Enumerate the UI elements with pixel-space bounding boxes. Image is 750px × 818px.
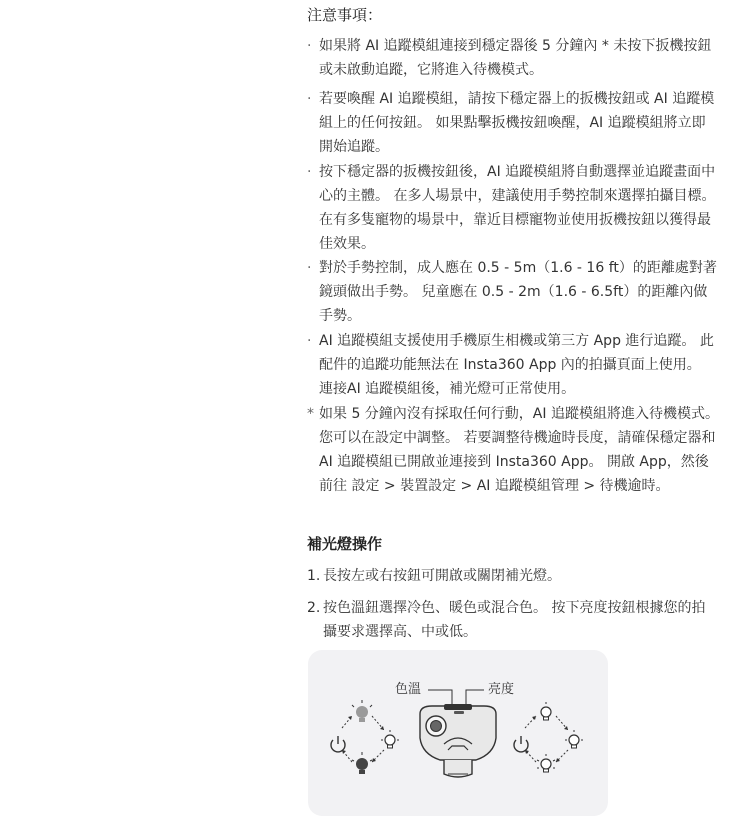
outline-bulb-icon bbox=[537, 754, 555, 772]
color-temperature-cycle bbox=[331, 700, 399, 774]
outline-bulb-icon bbox=[565, 730, 583, 748]
power-icon bbox=[514, 736, 528, 752]
note-text: 如果將 AI 追蹤模組連接到穩定器後 5 分鐘內 * 未按下扳機按鈕或未啟動追蹤，它將進入待機模式。 bbox=[319, 38, 712, 78]
bullet-marker: · bbox=[307, 333, 312, 349]
step-number: 1. bbox=[307, 568, 321, 584]
note-item bbox=[307, 87, 719, 159]
note-item bbox=[307, 160, 719, 256]
note-item bbox=[307, 402, 719, 498]
notes-title: 注意事項： bbox=[307, 6, 383, 24]
cycle-arrows bbox=[342, 716, 384, 762]
section-title: 補光燈操作 bbox=[307, 535, 383, 553]
note-text: 如果 5 分鐘內沒有採取任何行動，AI 追蹤模組將進入待機模式。 您可以在設定中調整。 若要調整待機逾時長度，請確保穩定器和 AI 追蹤模組已開啟並連接到 Insta360 App。 開啟 App，然後前往 設定 > 裝置設定 > AI 追蹤模組管理 > 待機逾時。 bbox=[319, 406, 719, 494]
brightness-cycle bbox=[514, 702, 583, 772]
step-text: 長按左或右按鈕可開啟或關閉補光燈。 bbox=[323, 568, 561, 584]
note-text: 按下穩定器的扳機按鈕後，AI 追蹤模組將自動選擇並追蹤畫面中心的主體。 在多人場景中，建議使用手勢控制來選擇拍攝目標。 在有多隻寵物的場景中，靠近目標寵物並使用扳機按鈕以獲得最佳效果。 bbox=[319, 164, 716, 252]
note-text: 對於手勢控制，成人應在 0.5 - 5m（1.6 - 16 ft）的距離處對著鏡頭做出手勢。 兒童應在 0.5 - 2m（1.6 - 6.5ft）的距離內做手勢。 bbox=[319, 260, 717, 324]
illustration-drawing bbox=[308, 650, 608, 816]
note-item bbox=[307, 34, 719, 82]
power-icon bbox=[331, 736, 345, 752]
outline-bulb-icon bbox=[541, 702, 551, 720]
step-text: 按色溫鈕選擇冷色、暖色或混合色。 按下亮度按鈕根據您的拍攝要求選擇高、中或低。 bbox=[323, 600, 706, 640]
gray-bulb-icon bbox=[352, 700, 372, 722]
note-item bbox=[307, 256, 719, 328]
step-item bbox=[307, 564, 719, 588]
bullet-marker: · bbox=[307, 91, 312, 107]
color-temperature-label: 色溫 bbox=[395, 682, 422, 697]
bullet-marker: · bbox=[307, 260, 312, 276]
fill-light-illustration bbox=[308, 650, 608, 816]
note-item bbox=[307, 329, 719, 401]
step-number: 2. bbox=[307, 600, 321, 616]
note-text: 若要喚醒 AI 追蹤模組，請按下穩定器上的扳機按鈕或 AI 追蹤模組上的任何按鈕。 如果點擊扳機按鈕喚醒，AI 追蹤模組將立即開始追蹤。 bbox=[319, 91, 715, 155]
dark-bulb-icon bbox=[352, 752, 372, 774]
outline-bulb-icon bbox=[381, 730, 399, 748]
asterisk-marker: * bbox=[307, 406, 314, 422]
bullet-marker: · bbox=[307, 38, 312, 54]
step-item bbox=[307, 596, 719, 644]
bullet-marker: · bbox=[307, 164, 312, 180]
note-text: AI 追蹤模組支援使用手機原生相機或第三方 App 進行追蹤。 此配件的追蹤功能無法在 Insta360 App 內的拍攝頁面上使用。 連接AI 追蹤模組後，補光燈可正常使用。 bbox=[319, 333, 714, 397]
brightness-label: 亮度 bbox=[488, 682, 515, 697]
ai-tracker-device-icon bbox=[420, 704, 496, 777]
